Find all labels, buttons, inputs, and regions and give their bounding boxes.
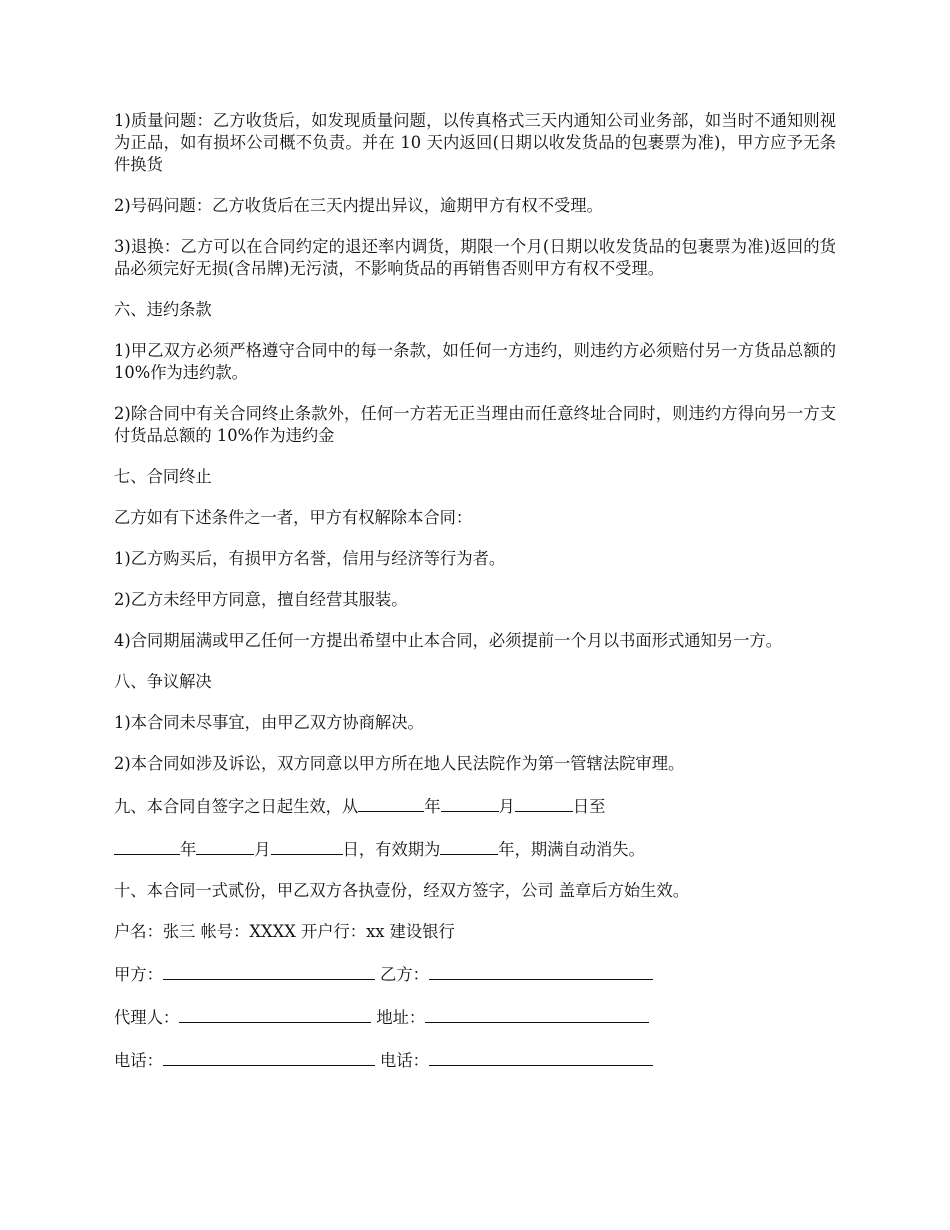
party-a-label: 甲方：: [114, 965, 163, 984]
start-year-blank[interactable]: [358, 794, 424, 812]
dispute-1: 1)本合同未尽事宜，由甲乙双方协商解决。: [114, 713, 424, 732]
effective-prefix: 九、本合同自签字之日起生效，从: [114, 797, 359, 816]
termination-4: 4)合同期届满或甲乙任何一方提出希望中止本合同，必须提前一个月以书面形式通知另一方。: [114, 631, 782, 650]
phone-b-label: 电话：: [380, 1051, 429, 1070]
address-label: 地址：: [376, 1008, 426, 1027]
signature-agent-row: [114, 1005, 836, 1029]
validity-label: 日，有效期为: [342, 840, 441, 859]
end-year-blank[interactable]: [114, 837, 180, 855]
party-b-label: 乙方：: [380, 965, 429, 984]
signature-phone-row: [114, 1048, 836, 1072]
section-dispute-heading: 八、争议解决: [114, 672, 212, 691]
year-label: 年: [424, 797, 441, 816]
clause-copies: 十、本合同一式贰份，甲乙双方各执壹份，经双方签字，公司 盖章后方始生效。: [114, 881, 690, 900]
section-breach-heading: 六、违约条款: [114, 300, 212, 319]
end-month-label: 月: [254, 840, 271, 859]
termination-intro: 乙方如有下述条件之一者，甲方有权解除本合同：: [114, 508, 473, 527]
month-label: 月: [498, 797, 515, 816]
clause-number: 2)号码问题：乙方收货后在三天内提出异议，逾期甲方有权不受理。: [114, 196, 603, 215]
day-to-label: 日至: [572, 797, 606, 816]
start-day-blank[interactable]: [515, 794, 573, 812]
clause-return: 3)退换：乙方可以在合同约定的退还率内调货，期限一个月(日期以收发货品的包裹票为准)返回的货品必须完好无损(含吊牌)无污渍，不影响货品的再销售否则甲方有权不受理。: [114, 237, 836, 278]
termination-1: 1)乙方购买后，有损甲方名誉，信用与经济等行为者。: [114, 549, 506, 568]
effective-line-2: [114, 837, 836, 861]
expire-label: 年，期满自动消失。: [498, 840, 645, 859]
agent-label: 代理人：: [114, 1008, 180, 1027]
party-b-field[interactable]: [429, 962, 653, 980]
start-month-blank[interactable]: [441, 794, 499, 812]
termination-2: 2)乙方未经甲方同意，擅自经营其服装。: [114, 590, 408, 609]
clause-breach-2: 2)除合同中有关合同终止条款外，任何一方若无正当理由而任意终址合同时，则违约方得向另一方支付货品总额的 10%作为违约金: [114, 404, 836, 445]
clause-quality: 1)质量问题：乙方收货后，如发现质量问题，以传真格式三天内通知公司业务部，如当时不通知则视为正品，如有损坏公司概不负责。并在 10 天内返回(日期以收发货品的包裹票为准)，甲方应予无条件换货: [114, 111, 836, 174]
effective-line-1: [114, 794, 836, 818]
signature-party-row: [114, 962, 836, 986]
phone-b-field[interactable]: [429, 1048, 653, 1066]
end-month-blank[interactable]: [196, 837, 254, 855]
phone-a-label: 电话：: [114, 1051, 163, 1070]
bank-account: 户名：张三 帐号：XXXX 开户行：xx 建设银行: [114, 922, 455, 941]
clause-breach-1: 1)甲乙双方必须严格遵守合同中的每一条款，如任何一方违约，则违约方必须赔付另一方货品总额的 10%作为违约款。: [114, 341, 836, 382]
validity-years-blank[interactable]: [440, 837, 498, 855]
section-termination-heading: 七、合同终止: [114, 467, 212, 486]
end-year-label: 年: [180, 840, 197, 859]
contract-body: [114, 110, 836, 1072]
end-day-blank[interactable]: [271, 837, 343, 855]
agent-field[interactable]: [179, 1005, 371, 1023]
address-field[interactable]: [425, 1005, 649, 1023]
party-a-field[interactable]: [163, 962, 375, 980]
phone-a-field[interactable]: [163, 1048, 375, 1066]
dispute-2: 2)本合同如涉及诉讼，双方同意以甲方所在地人民法院作为第一管辖法院审理。: [114, 754, 685, 773]
